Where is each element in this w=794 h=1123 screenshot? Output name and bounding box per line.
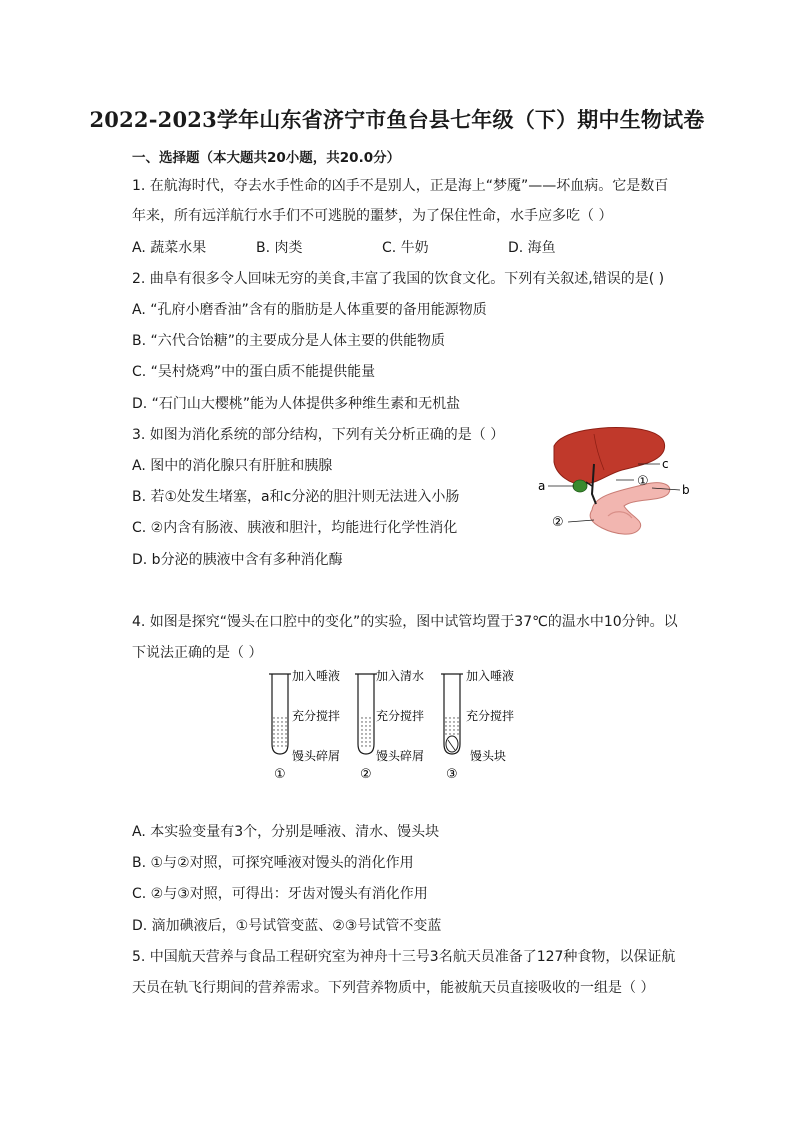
tube2-number: ②	[360, 767, 372, 782]
label-2: ②	[552, 515, 564, 530]
q1-stem-line2: 年来，所有远洋航行水手们不可逃脱的噩梦，为了保住性命，水手应多吃（ ）	[132, 208, 613, 224]
q1-option-d: D. 海鱼	[508, 240, 556, 256]
q4-stem-line1: 4. 如图是探究“馒头在口腔中的变化”的实验，图中试管均置于37℃的温水中10分钟。以	[132, 614, 678, 630]
pancreas-duodenum-shape	[590, 483, 670, 534]
q3-option-d: D. b分泌的胰液中含有多种消化酶	[132, 552, 343, 568]
q5-stem-line1: 5. 中国航天营养与食品工程研究室为神舟十三号3名航天员准备了127种食物，以保证航	[132, 949, 676, 965]
q1-stem-line1: 1. 在航海时代，夺去水手性命的凶手不是别人，正是海上“梦魇”——坏血病。它是数百	[132, 178, 669, 194]
label-1: ①	[637, 474, 649, 489]
test-tube-1	[269, 668, 340, 782]
section-heading: 一、选择题（本大题共20小题，共20.0分）	[132, 150, 401, 166]
tube3-top-label: 加入唾液	[466, 669, 515, 683]
gallbladder-shape	[573, 480, 587, 492]
tube2-mid-label: 充分搅拌	[376, 709, 425, 723]
q4-stem-line2: 下说法正确的是（ ）	[132, 645, 263, 661]
q1-option-c: C. 牛奶	[382, 240, 429, 256]
q2-option-d: D. “石门山大樱桃”能为人体提供多种维生素和无机盐	[132, 396, 461, 412]
q3-stem: 3. 如图为消化系统的部分结构，下列有关分析正确的是（ ）	[132, 427, 505, 443]
tube2-top-label: 加入清水	[376, 669, 425, 683]
q1-option-a: A. 蔬菜水果	[132, 240, 207, 256]
tube3-mid-label: 充分搅拌	[466, 709, 515, 723]
tube3-bottom-label: 馒头块	[470, 749, 507, 763]
test-tube-2	[355, 668, 424, 782]
q2-option-a: A. “孔府小磨香油”含有的脂肪是人体重要的备用能源物质	[132, 302, 487, 318]
q3-option-c: C. ②内含有肠液、胰液和胆汁，均能进行化学性消化	[132, 520, 458, 536]
q2-stem: 2. 曲阜有很多令人回味无穷的美食,丰富了我国的饮食文化。下列有关叙述,错误的是( )	[132, 271, 665, 287]
tube2-bottom-label: 馒头碎屑	[376, 749, 425, 763]
tube1-mid-label: 充分搅拌	[292, 709, 341, 723]
exam-title: 2022-2023学年山东省济宁市鱼台县七年级（下）期中生物试卷	[89, 107, 705, 132]
q4-option-d: D. 滴加碘液后，①号试管变蓝、②③号试管不变蓝	[132, 918, 442, 934]
q5-stem-line2: 天员在轨飞行期间的营养需求。下列营养物质中，能被航天员直接吸收的一组是（ ）	[132, 980, 655, 996]
tube1-top-label: 加入唾液	[292, 669, 341, 683]
q4-option-a: A. 本实验变量有3个，分别是唾液、清水、馒头块	[132, 824, 440, 840]
test-tube-3	[441, 668, 514, 782]
label-c: c	[662, 457, 669, 471]
q3-option-a: A. 图中的消化腺只有肝脏和胰腺	[132, 458, 333, 474]
q2-option-c: C. “吴村烧鸡”中的蛋白质不能提供能量	[132, 364, 376, 380]
label-a: a	[538, 479, 546, 493]
q1-option-b: B. 肉类	[256, 240, 303, 256]
q2-option-b: B. “六代合饴糖”的主要成分是人体主要的供能物质	[132, 333, 446, 349]
tube1-number: ①	[274, 767, 286, 782]
digestive-system-figure	[534, 424, 694, 544]
q3-option-b: B. 若①处发生堵塞，a和c分泌的胆汁则无法进入小肠	[132, 489, 460, 505]
tube3-number: ③	[446, 767, 458, 782]
tube1-bottom-label: 馒头碎屑	[292, 749, 341, 763]
q4-option-b: B. ①与②对照，可探究唾液对馒头的消化作用	[132, 855, 414, 871]
test-tube-figure	[264, 664, 532, 784]
label-b: b	[682, 483, 690, 497]
q4-option-c: C. ②与③对照，可得出：牙齿对馒头有消化作用	[132, 886, 428, 902]
